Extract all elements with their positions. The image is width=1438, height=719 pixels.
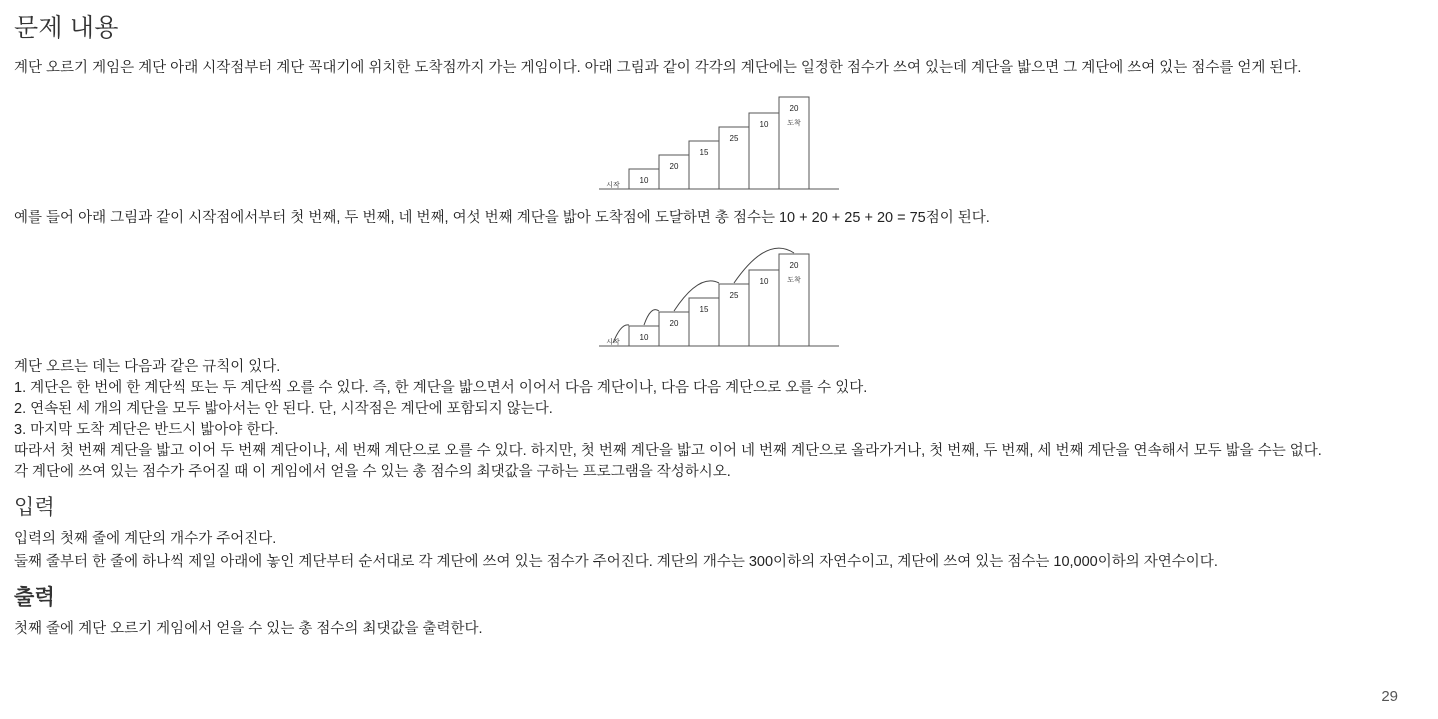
svg-text:시작: 시작	[606, 182, 620, 189]
figure-stairs-path	[14, 239, 1424, 351]
input-paragraph-1: 입력의 첫째 줄에 계단의 개수가 주어진다.	[14, 531, 277, 547]
figure-stairs-basic	[14, 89, 1424, 194]
stairs-diagram-2	[599, 239, 839, 351]
input-section-body	[14, 529, 1424, 573]
rule-item-2: 2. 연속된 세 개의 계단을 모두 밟아서는 안 된다. 단, 시작점은 계단에 포함되지 않는다.	[14, 401, 553, 417]
output-section-body	[14, 619, 1424, 640]
svg-text:10: 10	[639, 176, 649, 185]
input-paragraph-2: 둘째 줄부터 한 줄에 하나씩 제일 아래에 놓인 계단부터 순서대로 각 계단에 쓰여 있는 점수가 주어진다. 계단의 개수는 300이하의 자연수이고, 계단에 쓰여 있는 점수는 10,000이하의 자연수이다.	[14, 554, 1218, 570]
svg-text:15: 15	[699, 305, 709, 314]
rules-intro: 계단 오르는 데는 다음과 같은 규칙이 있다.	[14, 359, 281, 375]
problem-paragraph-2: 예를 들어 아래 그림과 같이 시작점에서부터 첫 번째, 두 번째, 네 번째, 여섯 번째 계단을 밟아 도착점에 도달하면 총 점수는 10 + 20 + 25 + 20 = 75점이 된다.	[14, 210, 990, 226]
page-title: 문제 내용	[14, 14, 119, 42]
svg-text:25: 25	[729, 134, 739, 143]
svg-text:20: 20	[669, 319, 679, 328]
svg-text:10: 10	[759, 120, 769, 129]
svg-text:10: 10	[639, 333, 649, 342]
rule-item-3: 3. 마지막 도착 계단은 반드시 밟아야 한다.	[14, 422, 279, 438]
svg-text:시작: 시작	[606, 339, 620, 346]
example-description-block	[14, 208, 1424, 229]
stairs-svg-2	[599, 239, 839, 351]
stairs-svg-1	[599, 89, 839, 194]
rules-block	[14, 357, 1424, 483]
rules-followup-1: 따라서 첫 번째 계단을 밟고 이어 두 번째 계단이나, 세 번째 계단으로 오를 수 있다. 하지만, 첫 번째 계단을 밟고 이어 네 번째 계단으로 올라가거나, 첫 번째, 두 번째, 세 번째 계단을 연속해서 모두 밟을 수는 없다.	[14, 443, 1322, 459]
output-section-title: 출력	[14, 586, 55, 609]
problem-paragraph-1: 계단 오르기 게임은 계단 아래 시작점부터 계단 꼭대기에 위치한 도착점까지 가는 게임이다. 아래 그림과 같이 각각의 계단에는 일정한 점수가 쓰여 있는데 계단을 밟으면 그 계단에 쓰여 있는 점수를 얻게 된다.	[14, 60, 1302, 76]
svg-text:25: 25	[729, 291, 739, 300]
svg-text:도착: 도착	[787, 120, 801, 127]
svg-text:20: 20	[789, 104, 799, 113]
problem-description-block	[14, 58, 1424, 79]
svg-text:도착: 도착	[787, 277, 801, 284]
output-paragraph-1: 첫째 줄에 계단 오르기 게임에서 얻을 수 있는 총 점수의 최댓값을 출력한다.	[14, 621, 483, 637]
svg-text:10: 10	[759, 277, 769, 286]
rules-followup-2: 각 계단에 쓰여 있는 점수가 주어질 때 이 게임에서 얻을 수 있는 총 점수의 최댓값을 구하는 프로그램을 작성하시오.	[14, 464, 731, 480]
page-number: 29	[1381, 688, 1398, 705]
stairs-diagram-1	[599, 89, 839, 194]
input-section-title: 입력	[14, 496, 55, 519]
rule-item-1: 1. 계단은 한 번에 한 계단씩 또는 두 계단씩 오를 수 있다. 즉, 한 계단을 밟으면서 이어서 다음 계단이나, 다음 다음 계단으로 오를 수 있다.	[14, 380, 868, 396]
svg-text:20: 20	[669, 162, 679, 171]
svg-text:20: 20	[789, 261, 799, 270]
svg-text:15: 15	[699, 148, 709, 157]
